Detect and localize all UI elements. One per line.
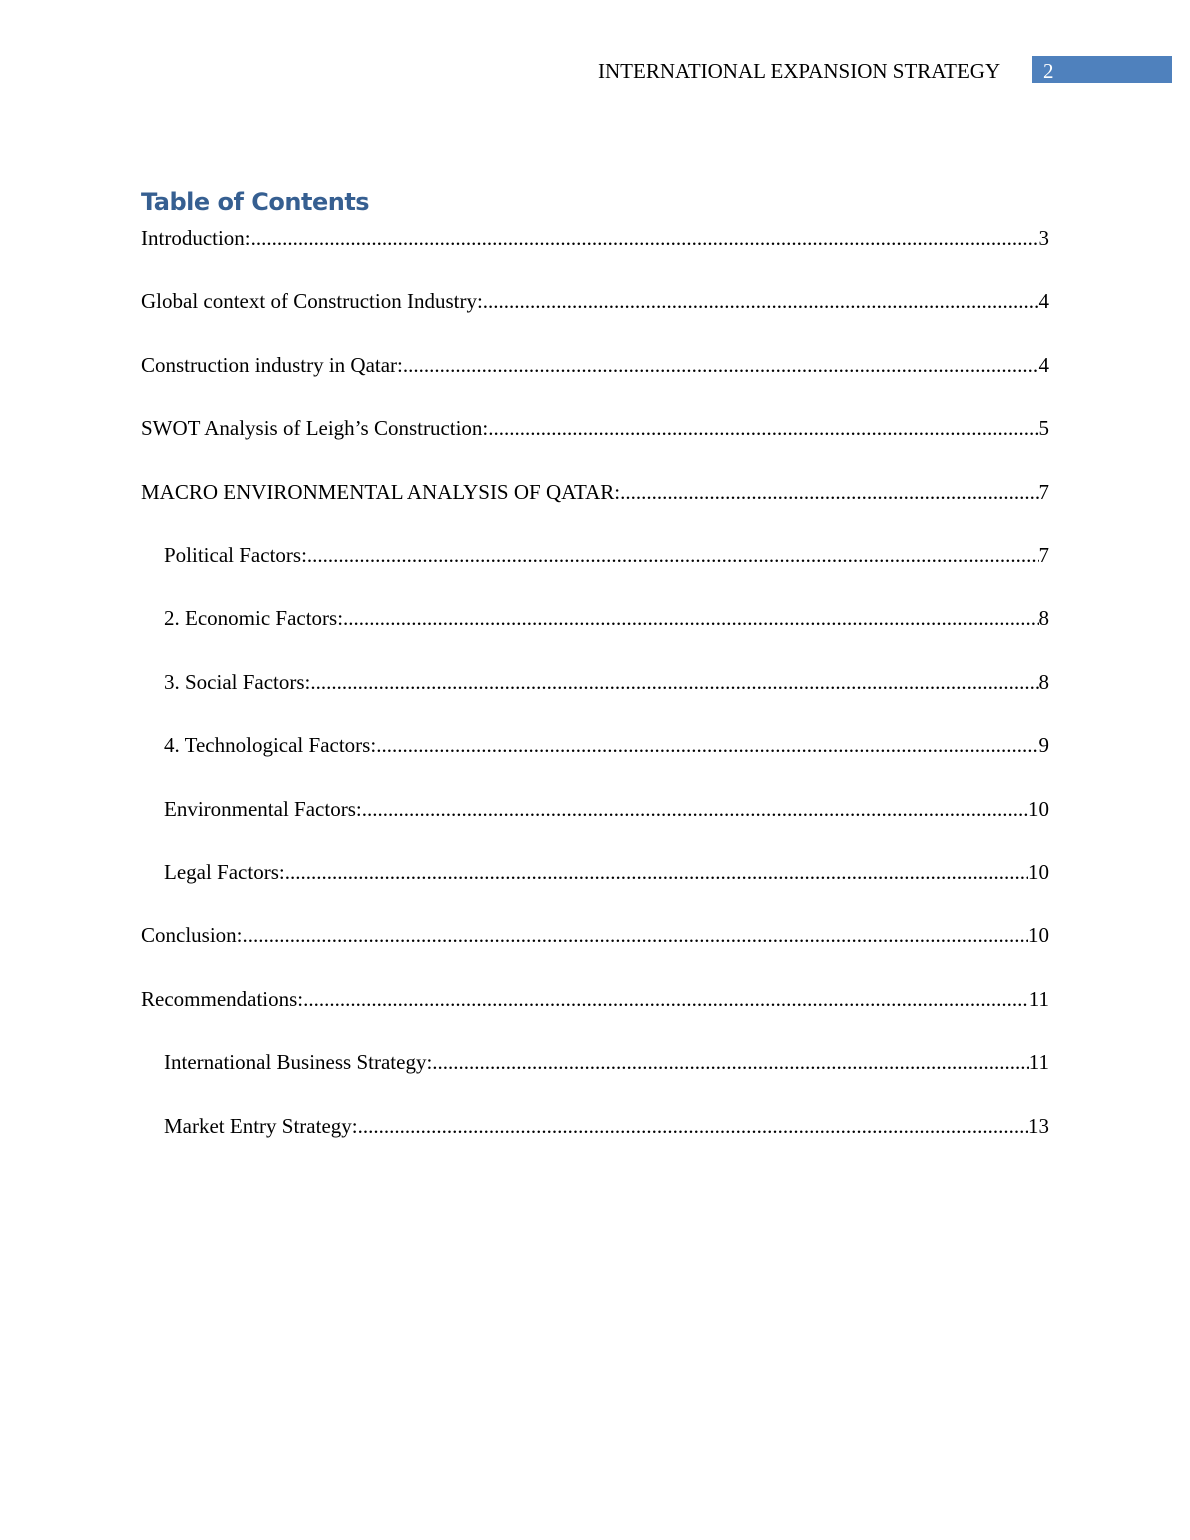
toc-entry-economic-factors[interactable] [164, 605, 1049, 631]
toc-dot-leader [358, 1113, 1028, 1139]
toc-entry-political-factors[interactable] [164, 542, 1049, 568]
toc-entry-legal-factors[interactable] [164, 859, 1049, 885]
toc-dot-leader [243, 922, 1028, 948]
toc-entry-page: 7 [1038, 543, 1049, 567]
toc-dot-leader [343, 605, 1038, 631]
toc-entry-label: Conclusion: [141, 923, 243, 948]
toc-entry-environmental-factors[interactable] [164, 796, 1049, 822]
toc-entry-page: 10 [1028, 796, 1049, 821]
toc-entry-technological-factors[interactable] [164, 732, 1049, 758]
toc-entry-page: 8 [1038, 669, 1049, 694]
toc-entry-label: Legal Factors: [164, 860, 285, 884]
toc-entry-label: 3. Social Factors: [164, 669, 311, 694]
toc-dot-leader [376, 732, 1038, 758]
toc-dot-leader [403, 352, 1039, 378]
toc-dot-leader [303, 986, 1029, 1012]
toc-dot-leader [307, 542, 1039, 568]
toc-entry-label: MACRO ENVIRONMENTAL ANALYSIS OF QATAR: [141, 479, 621, 504]
toc-dot-leader [432, 1049, 1028, 1075]
toc-entry-page: 5 [1038, 416, 1049, 441]
toc-entry-page: 7 [1038, 479, 1049, 504]
toc-entry-label: International Business Strategy: [164, 1050, 433, 1075]
toc-entry-social-factors[interactable] [164, 669, 1049, 695]
toc-entry-global-context[interactable] [141, 288, 1049, 314]
toc-entry-international-business-strategy[interactable] [164, 1049, 1049, 1075]
toc-entry-page: 3 [1038, 226, 1049, 250]
toc-dot-leader [483, 288, 1039, 314]
toc-entry-label: Recommendations: [141, 986, 304, 1011]
toc-entry-label: Market Entry Strategy: [164, 1113, 358, 1138]
toc-dot-leader [310, 669, 1038, 695]
toc-entry-swot-analysis[interactable] [141, 415, 1049, 441]
toc-dot-leader [251, 225, 1039, 251]
toc-entry-label: SWOT Analysis of Leigh’s Construction: [141, 416, 489, 441]
toc-entry-page: 10 [1028, 923, 1049, 948]
toc-entry-page: 4 [1038, 289, 1049, 314]
page-number: 2 [1043, 59, 1054, 83]
toc-entry-page: 13 [1028, 1113, 1049, 1138]
toc-entry-page: 10 [1028, 860, 1049, 884]
toc-entry-label: 2. Economic Factors: [164, 606, 344, 631]
toc-dot-leader [285, 859, 1028, 885]
toc-heading: Table of Contents [141, 188, 370, 216]
toc-entry-conclusion[interactable] [141, 922, 1049, 948]
toc-entry-label: 4. Technological Factors: [164, 733, 377, 758]
toc-entry-construction-qatar[interactable] [141, 352, 1049, 378]
toc-entry-label: Global context of Construction Industry: [141, 289, 483, 314]
toc-entry-introduction[interactable] [141, 225, 1049, 251]
toc-entry-page: 11 [1028, 986, 1049, 1011]
toc-dot-leader [620, 479, 1038, 505]
toc-entry-macro-environmental[interactable] [141, 479, 1049, 505]
toc-entry-page: 4 [1038, 352, 1049, 377]
toc-entry-market-entry-strategy[interactable] [164, 1113, 1049, 1139]
toc-entry-page: 11 [1028, 1050, 1049, 1075]
toc-entry-label: Construction industry in Qatar: [141, 352, 403, 377]
toc-entry-label: Introduction: [141, 226, 251, 250]
toc-dot-leader [362, 796, 1028, 822]
toc-dot-leader [488, 415, 1038, 441]
toc-entry-page: 9 [1038, 733, 1049, 758]
toc-entry-page: 8 [1038, 606, 1049, 631]
toc-entry-label: Political Factors: [164, 543, 307, 567]
running-header-title: INTERNATIONAL EXPANSION STRATEGY [598, 59, 1001, 83]
toc-entry-label: Environmental Factors: [164, 796, 362, 821]
toc-entry-recommendations[interactable] [141, 986, 1049, 1012]
